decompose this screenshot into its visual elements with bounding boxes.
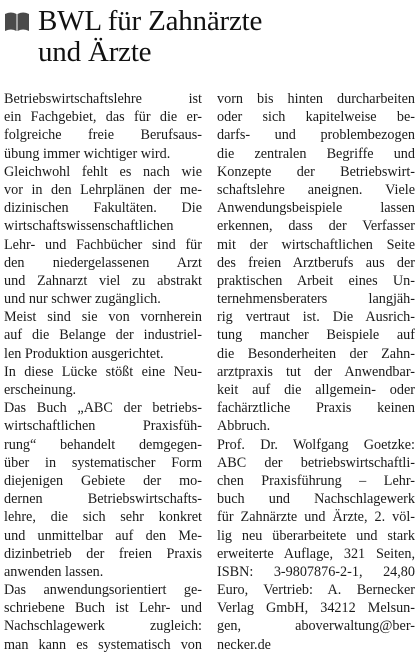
text-line: die zentralen Begriffe und	[217, 145, 415, 162]
text-line: Lehr- und Fachbücher sind für	[4, 236, 202, 253]
text-line: dernen Betriebswirtschafts-	[4, 491, 202, 508]
text-line: ein Fachgebiet, das für die er-	[4, 109, 202, 126]
text-line: übung immer wichtiger wird.	[4, 145, 171, 162]
text-line: wirtschaftlichen Praxisfüh-	[4, 418, 202, 435]
text-line: lehre, die sich sehr konkret	[4, 509, 202, 526]
text-line: erkennen, dass der Verfasser	[217, 218, 415, 235]
text-line: keit auf die allgemein- oder	[217, 382, 415, 398]
text-line: Prof. Dr. Wolfgang Goetzke:	[217, 436, 415, 453]
text-line: erscheinung.	[4, 382, 77, 398]
text-line: buch und Nachschlagewerk	[217, 491, 415, 508]
text-line: tung mancher Beispiele auf	[217, 327, 415, 344]
text-line: wirtschaftswissenschaftlichen	[4, 218, 174, 235]
text-line: rig vertraut ist. Die Ausrich-	[217, 309, 415, 326]
text-line: ABC der betriebswirtschaftli-	[217, 454, 415, 471]
text-line: fachärztliche Praxis keinen	[217, 400, 415, 417]
text-line: Verlag GmbH, 34212 Melsun-	[217, 600, 415, 617]
article-column-left	[4, 90, 202, 654]
text-line: den niedergelassenen Arzt	[4, 254, 202, 271]
text-line: man kann es systematisch von	[4, 636, 202, 653]
text-line: Abbruch.	[217, 418, 271, 435]
text-line: die Besonderheiten der Zahn-	[217, 345, 415, 362]
text-line: folgreiche freie Berufsaus-	[4, 127, 202, 144]
headline-line-1: BWL für Zahnärzte	[38, 5, 263, 37]
text-line: vor in den Lehrplänen der me-	[4, 181, 202, 198]
text-line: für Zahnärzte und Ärzte, 2. völ-	[217, 509, 415, 526]
text-line: Gleichwohl fehlt es nach wie	[4, 163, 202, 180]
text-line: anwenden lassen.	[4, 563, 104, 580]
text-line: über in systematischer Form	[4, 454, 202, 471]
text-line: schaftslehre aneignen. Viele	[217, 181, 415, 198]
text-line: und nur schwer zugänglich.	[4, 291, 161, 308]
text-line: des freien Arztberufs aus der	[217, 254, 415, 271]
text-line: arztpraxis tut der Anwendbar-	[217, 363, 415, 380]
text-line: necker.de	[217, 636, 271, 653]
text-line: schriebene Buch ist Lehr- und	[4, 600, 202, 617]
text-line: rung“ behandelt demgegen-	[4, 436, 202, 453]
text-line: Euro, Vertrieb: A. Bernecker	[217, 582, 415, 599]
text-line: Konzepte der Betriebswirt-	[217, 163, 415, 180]
text-line: erweiterte Auflage, 321 Seiten,	[217, 545, 415, 562]
headline-line-2: und Ärzte	[38, 36, 152, 68]
text-line: diejenigen Gebiete der mo-	[4, 472, 202, 489]
text-line: Anwendungsbeispiele lassen	[217, 200, 415, 217]
article-column-right	[217, 90, 415, 654]
text-line: praktischen Arbeit eines Un-	[217, 272, 415, 289]
text-line: ternehmensberaters langjäh-	[217, 291, 415, 308]
text-line: Das anwendungsorientiert ge-	[4, 582, 202, 599]
text-line: und unmittelbar auf den Me-	[4, 527, 202, 544]
text-line: lig neu überarbeitete und stark	[217, 527, 415, 544]
text-line: ISBN: 3-9807876-2-1, 24,80	[217, 563, 415, 580]
text-line: vorn bis hinten durcharbeiten	[217, 91, 415, 107]
text-line: und Zahnarzt viel zu abstrakt	[4, 272, 202, 289]
text-line: oder sich kapitelweise be-	[217, 109, 415, 126]
text-line: auf die Belange der industriel-	[4, 327, 202, 344]
text-line: In diese Lücke stößt eine Neu-	[4, 363, 202, 380]
text-line: dizinbetrieb der freien Praxis	[4, 545, 202, 562]
text-line: len Produktion ausgerichtet.	[4, 345, 164, 362]
text-line: dizinischen Fakultäten. Die	[4, 200, 202, 217]
text-line: darfs- und problembezogen	[217, 127, 415, 144]
text-line: Nachschlagewerk zugleich:	[4, 618, 202, 635]
text-line: chen Praxisführung – Lehr-	[217, 472, 415, 489]
text-line: Meist sind sie von vornherein	[4, 309, 202, 326]
text-line: Betriebswirtschaftslehre ist	[4, 91, 202, 107]
text-line: Das Buch „ABC der betriebs-	[4, 400, 202, 417]
book-icon	[4, 10, 30, 32]
text-line: gen, aboverwaltung@ber-	[217, 618, 415, 635]
text-line: mit der wirtschaftlichen Seite	[217, 236, 415, 253]
